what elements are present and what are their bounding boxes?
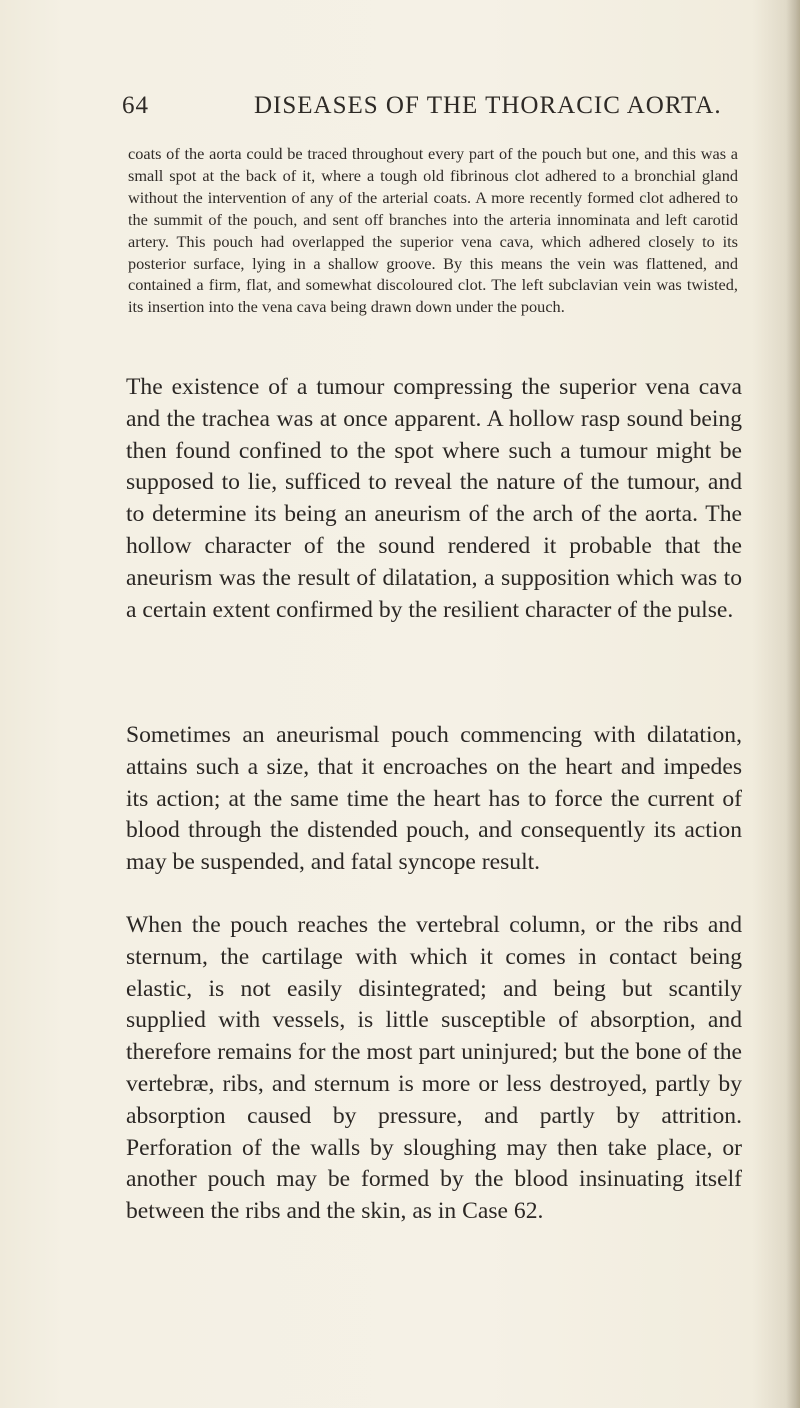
page-edge-shadow xyxy=(786,0,800,1408)
body-paragraph: The existence of a tumour compressing the superior vena cava and the trachea was at once apparent. A hollow rasp sound being then found confined to the spot where such a tumour might be supposed to lie, sufficed to reveal the nature of the tumour, and to determine its being an aneurism of the arch of the aorta. The hollow character of the sound rendered it probable that the aneurism was the result of dilatation, a supposition which was to a certain extent confirmed by the resilient character of the pulse. xyxy=(126,374,742,623)
running-header xyxy=(122,92,742,132)
body-paragraph: When the pouch reaches the vertebral column, or the ribs and sternum, the cartilage with which it comes in contact being elastic, is not easily disintegrated; and being but scantily supplied with vessels, is little susceptible of absorption, and therefore remains for the most part uninjured; but the bone of the vertebræ, ribs, and sternum is more or less destroyed, partly by absorption caused by pressure, and partly by attrition. Perforation of the walls by sloughing may then take place, or another pouch may be formed by the blood insinuating itself between the ribs and the skin, as in Case 62. xyxy=(126,912,742,1225)
body-paragraph: Sometimes an aneurismal pouch commencing with dilatation, attains such a size, that it encroaches on the heart and impedes its action; at the same time the heart has to force the current of blood through the distended pouch, and consequently its action may be suspended, and fatal syncope result. xyxy=(126,722,742,876)
case-description-paragraph: coats of the aorta could be traced throughout every part of the pouch but one, and this was a small spot at the back of it, where a tough old fibrinous clot adhered to a bronchial gland without the intervention of any of the arterial coats. A more recently formed clot adhered to the summit of the pouch, and sent off branches into the arteria innominata and left carotid artery. This pouch had overlapped the superior vena cava, which adhered closely to its posterior surface, lying in a shallow groove. By this means the vein was flattened, and contained a firm, flat, and somewhat discoloured clot. The left subclavian vein was twisted, its insertion into the vena cava being drawn down under the pouch. xyxy=(128,144,738,317)
page-number: 64 xyxy=(122,92,149,119)
running-title: DISEASES OF THE THORACIC AORTA. xyxy=(254,92,722,119)
